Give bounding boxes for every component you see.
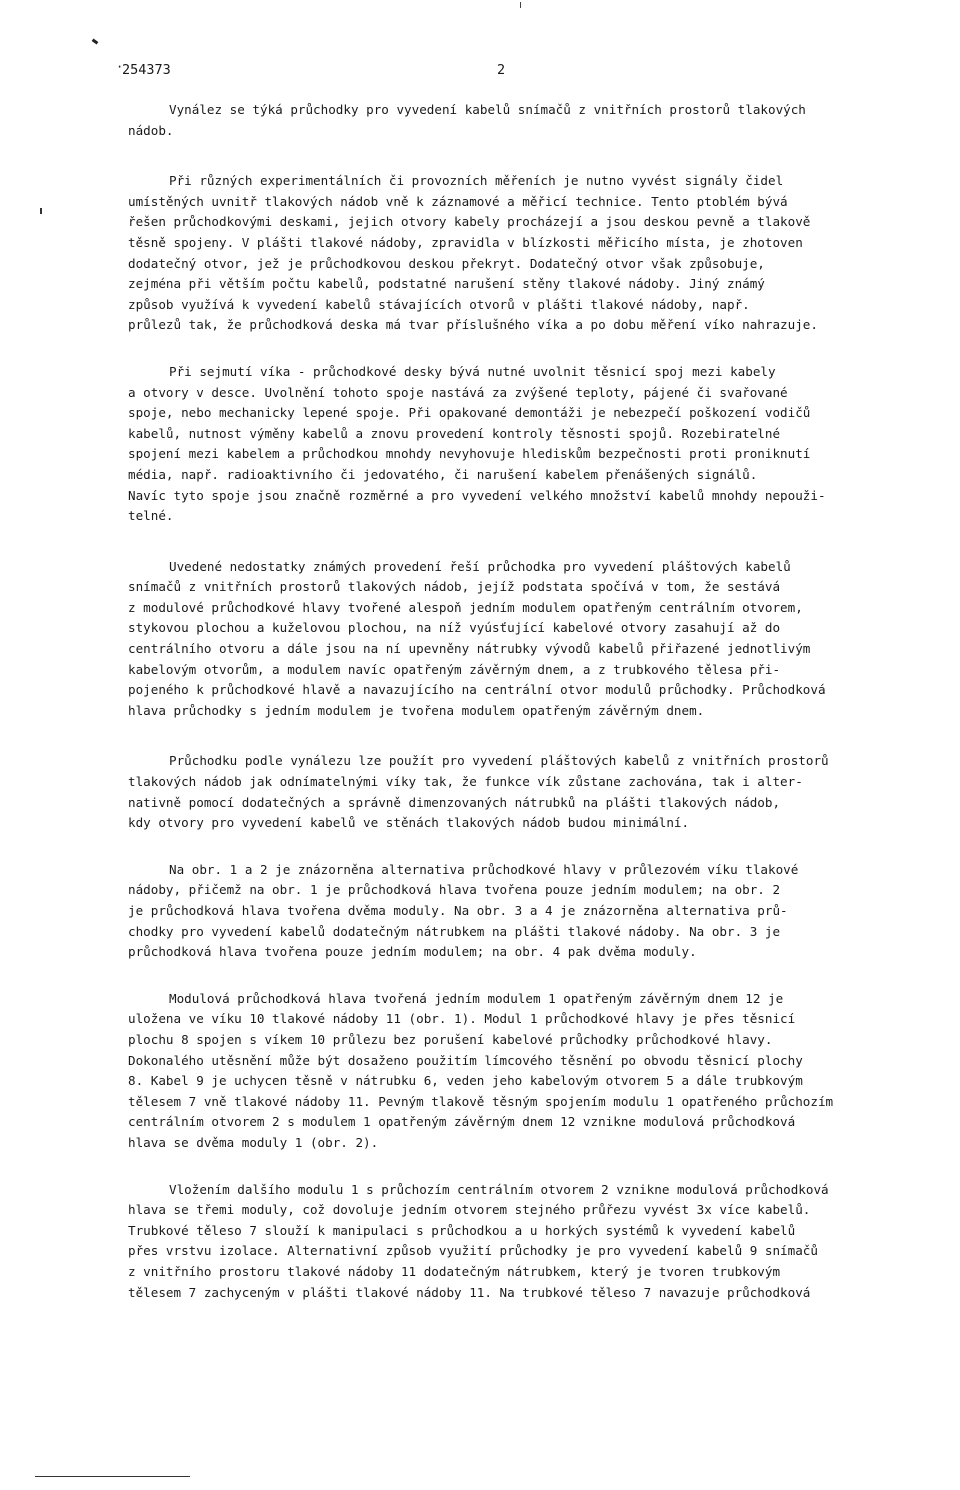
paragraph-invention: Uvedené nedostatky známých provedení řeší průchodka pro vyvedení pláštových kabelů snímačů z vnitřních prostorů tlakových nádob, jejíž podstata spočívá v tom, že sestává z modulové průchodkové hlavy tvořené alespoň jedním modulem opatřeným centrálním otvorem, stykovou plochou a kuželovou plochou, na níž vyúsťující kabelové otvory zasahují až do centrálního otvoru a dále jsou na ní upevněny nátrubky vývodů kabelů přiřazené jednotlivým kabelovým otvorům, a modulem navíc opatřeným závěrným dnem, a z trubkového tělesa při- pojeného k průchodkové hlavě a navazujícího na centrální otvor modulů průchodky. Průchodková hlava průchodky s jedním modulem je tvořena modulem opatřeným závěrným dnem. xyxy=(128,558,826,718)
paragraph-intro: Vynález se týká průchodky pro vyvedení kabelů snímačů z vnitřních prostorů tlakových nádob. xyxy=(128,102,806,138)
paragraph-usage: Průchodku podle vynálezu lze použít pro vyvedení pláštových kabelů z vnitřních prostorů tlakových nádob jak odnímatelnými víky tak, že funkce vík zůstane zachována, tak i alter- nativně pomocí dodatečných a správně dimenzovaných nátrubků na plášti tlakových nádob, kdy otvory pro vyvedení kabelů ve stěnách tlakových nádob budou minimální. xyxy=(128,753,829,831)
document-body xyxy=(128,100,888,1329)
paragraph-further-modules: Vložením dalšího modulu 1 s průchozím centrálním otvorem 2 vznikne modulová průchodková hlava se třemi moduly, což dovoluje jedním otvorem stejného průřezu vyvést 3x více kabelů. Trubkové těleso 7 slouží k manipulaci s průchodkou a u horkých systémů k vyvedení kabelů přes vrstvu izolace. Alternativní způsob využití průchodky je pro vyvedení kabelů 9 snímačů z vnitřního prostoru tlakové nádoby 11 dodatečným nátrubkem, který je tvoren trubkovým tělesem 7 zachyceným v plášti tlakové nádoby 11. Na trubkové těleso 7 navazuje průchodková xyxy=(128,1181,829,1300)
paragraph-drawbacks: Při sejmutí víka - průchodkové desky bývá nutné uvolnit těsnicí spoj mezi kabely a otvory v desce. Uvolnění tohoto spoje nastává za zvýšené teploty, pájené či svařované spoje, nebo mechanicky lepené spoje. Při opakované demontáži je nebezpečí poškození vodičů kabelů, nutnost výměny kabelů a znovu provedení kontroly těsnosti spojů. Rozebiratelné spojení mezi kabelem a průchodkou mnohdy nevyhovuje hlediskům bezpečnosti proti proniknutí média, např. radioaktivního či jedovatého, či narušení kabelem přenášených signálů. Navíc tyto spoje jsou značně rozměrné a pro vyvedení velkého množství kabelů mnohdy nepouži- telné. xyxy=(128,363,826,524)
page-number: 2 xyxy=(497,62,506,78)
paragraph-module-description: Modulová průchodková hlava tvořená jedním modulem 1 opatřeným závěrným dnem 12 je uložena ve víku 10 tlakové nádoby 11 (obr. 1). Modul 1 průchodkové hlavy je přes těsnicí plochu 8 spojen s víkem 10 průlezu bez porušení kabelové průchodky průchodkové hlavy. Dokonalého utěsnění může být dosaženo použitím límcového těsnění po obvodu těsnicí plochy 8. Kabel 9 je uchycen těsně v nátrubku 6, veden jeho kabelovým otvorem 5 a dále trubkovým tělesem 7 vně tlakové nádoby 11. Pevným tlakově těsným spojením modulu 1 opatřeného průchozím centrálním otvorem 2 s modulem 1 opatřeným závěrným dnem 12 vznikne modulová průchodková hlava se dvěma moduly 1 (obr. 2). xyxy=(128,990,834,1150)
paragraph-figures: Na obr. 1 a 2 je znázorněna alternativa průchodkové hlavy v průlezovém víku tlakové nádoby, přičemž na obr. 1 je průchodková hlava tvořena pouze jedním modulem; na obr. 2 je průchodková hlava tvořena dvěma moduly. Na obr. 3 a 4 je znázorněna alternativa prů- chodky pro vyvedení kabelů dodatečným nátrubkem na plášti tlakové nádoby. Na obr. 3 je průchodková hlava tvořena pouze jedním modulem; na obr. 4 pak dvěma moduly. xyxy=(128,861,799,960)
footer-rule xyxy=(35,1476,190,1477)
scan-dot: · xyxy=(116,60,124,74)
patent-number: 254373 xyxy=(122,62,171,78)
scan-mark xyxy=(92,39,99,45)
scan-mark xyxy=(40,208,42,214)
paragraph-background: Při různých experimentálních či provozních měřeních je nutno vyvést signály čidel umístěných uvnitř tlakových nádob vně k záznamové a měřicí technice. Tento ptoblém bývá řešen průchodkovými deskami, jejich otvory kabely procházejí a jsou deskou pevně a tlakově těsně spojeny. V plášti tlakové nádoby, zpravidla v blízkosti měřicího místa, je zhotoven dodatečný otvor, jež je průchodkovou deskou překryt. Dodatečný otvor však způsobuje, zejména při větším počtu kabelů, podstatné narušení stěny tlakové nádoby. Jiný známý způsob využívá k vyvedení kabelů stávajících otvorů v plášti tlakové nádoby, např. průlezů tak, že průchodková deska má tvar příslušného víka a po dobu měření víko nahrazuje. xyxy=(128,173,818,333)
scan-mark xyxy=(520,2,521,8)
